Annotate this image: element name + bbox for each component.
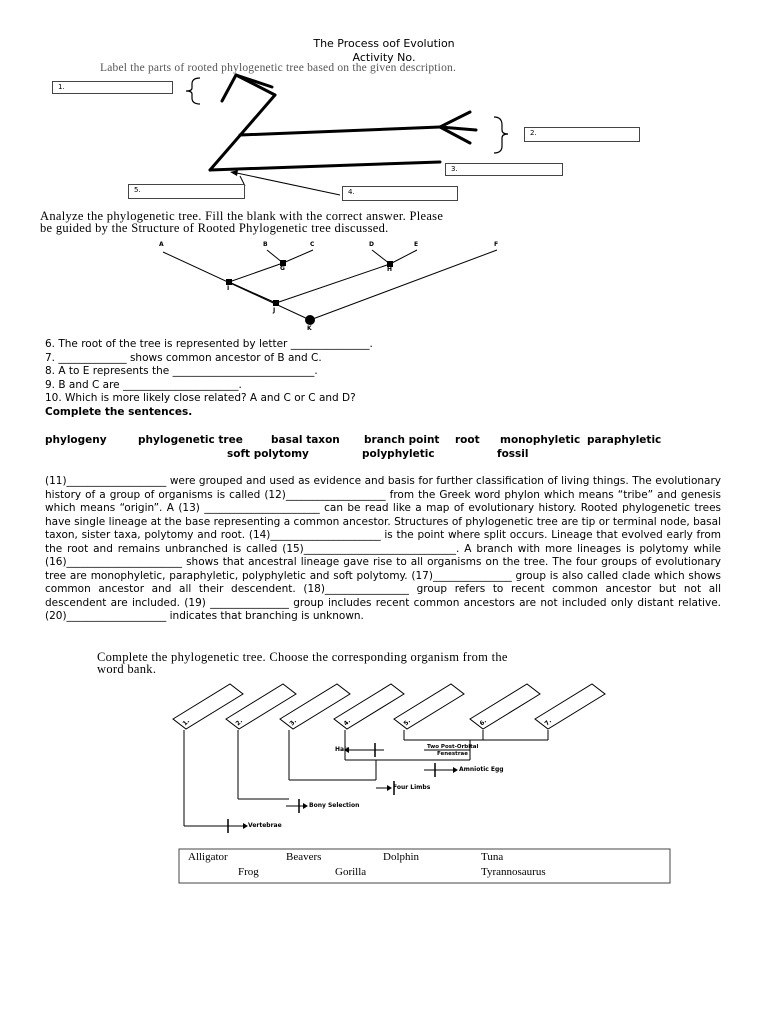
node-h: H bbox=[387, 266, 393, 273]
organism-dolphin: Dolphin bbox=[383, 851, 420, 863]
trait-hair: Hair bbox=[335, 746, 350, 753]
node-j: J bbox=[273, 307, 276, 314]
question-9: 9. B and C are ______________________. bbox=[45, 379, 242, 391]
label-box-3[interactable]: 3. bbox=[445, 163, 563, 176]
label-box-5[interactable]: 5. bbox=[128, 184, 245, 199]
slot-5-label: 5. bbox=[402, 717, 412, 728]
slot-1-label: 1. bbox=[181, 717, 191, 728]
slot-3-label: 3. bbox=[288, 717, 298, 728]
trait-four-limbs: Four Limbs bbox=[393, 784, 431, 791]
word-bank-fossil: fossil bbox=[497, 448, 529, 460]
trait-vertebrae: Vertebrae bbox=[248, 822, 282, 829]
node-i: I bbox=[227, 285, 230, 292]
part3-heading: Complete the sentences. bbox=[45, 406, 193, 418]
organism-frog: Frog bbox=[238, 866, 259, 878]
slot-7-label: 7. bbox=[543, 717, 553, 728]
word-bank-root: root bbox=[455, 434, 480, 446]
question-10: 10. Which is more likely close related? A and C or C and D? bbox=[45, 392, 356, 404]
node-g: G bbox=[280, 265, 285, 272]
node-k: K bbox=[307, 325, 312, 332]
slot-2-label: 2. bbox=[234, 717, 244, 728]
label-box-2[interactable]: 2. bbox=[524, 127, 640, 142]
slot-4-label: 4. bbox=[342, 717, 352, 728]
word-bank-paraphyletic: paraphyletic bbox=[587, 434, 662, 446]
part1-instruction: Label the parts of rooted phylogenetic tree based on the given description. bbox=[100, 62, 457, 74]
document-title: The Process oof Evolution bbox=[313, 37, 455, 50]
tip-a: A bbox=[159, 241, 164, 248]
word-bank-phylogeny: phylogeny bbox=[45, 434, 107, 446]
part2-instruction-line1: Analyze the phylogenetic tree. Fill the blank with the correct answer. Please bbox=[40, 209, 444, 223]
part4-instruction-line2: word bank. bbox=[97, 662, 157, 676]
word-bank-soft-polytomy: soft polytomy bbox=[227, 448, 309, 460]
organism-gorilla: Gorilla bbox=[335, 866, 367, 878]
tip-f: F bbox=[494, 241, 499, 248]
trait-bony-selection: Bony Selection bbox=[309, 802, 360, 809]
question-6: 6. The root of the tree is represented by letter _______________. bbox=[45, 338, 373, 350]
organism-beavers: Beavers bbox=[286, 851, 322, 863]
word-bank-monophyletic: monophyletic bbox=[500, 434, 581, 446]
trait-two-post-orbital: Two Post-Orbital bbox=[427, 744, 479, 750]
word-bank-phylogenetic-tree: phylogenetic tree bbox=[138, 434, 243, 446]
question-8: 8. A to E represents the ___________________________. bbox=[45, 365, 318, 377]
label-box-1[interactable]: 1. bbox=[52, 81, 173, 94]
tip-c: C bbox=[310, 241, 315, 248]
trait-amniotic-egg: Amniotic Egg bbox=[459, 766, 504, 773]
paragraph-text: (11)___________________ were grouped and used as evidence and basis for further classification of living things. The evolutionary history of a group of organisms is called (12)___________________ from the Greek word phylon which means “tribe” and genesis which means “origin”. A (13) ______________________ can be read like a map of evolutionary history. Rooted phylogenetic trees have single lineage at the base representing a common ancestor. Structures of phylogenetic tree are tip or terminal node, basal taxon, sister taxa, polytomy and root. (14)_____________________ is the point where split occurs. Lineage that evolved early from the root and remains unbranched is called (15)_____________________________. A branch with more lineages is polytomy while (16)______________________ shows that ancestral lineage gave rise to all organisms on the tree. The four groups of evolutionary tree are monophyletic, paraphyletic, polyphyletic and soft polytomy. (17)_______________ group is also called clade which shows common ancestor and all their descendent. (18)________________ group refers to recent common ancestor but not all descendent are included. (19) _______________ group includes recent common ancestors are not included only distant relative. (20)___________________ indicates that branching is unknown. bbox=[45, 475, 721, 622]
tip-b: B bbox=[263, 241, 268, 248]
organism-tyrannosaurus: Tyrannosaurus bbox=[481, 866, 546, 878]
tip-d: D bbox=[369, 241, 374, 248]
word-bank-basal-taxon: basal taxon bbox=[271, 434, 340, 446]
question-7: 7. _____________ shows common ancestor of B and C. bbox=[45, 352, 322, 364]
label-box-4[interactable]: 4. bbox=[342, 186, 458, 201]
word-bank-polyphyletic: polyphyletic bbox=[362, 448, 435, 460]
trait-fenestrae: Fenestrae bbox=[437, 751, 468, 757]
word-bank-branch-point: branch point bbox=[364, 434, 440, 446]
slot-6-label: 6. bbox=[478, 717, 488, 728]
part2-instruction-line2: be guided by the Structure of Rooted Phylogenetic tree discussed. bbox=[40, 221, 389, 235]
part4-instruction-line1: Complete the phylogenetic tree. Choose the corresponding organism from the bbox=[97, 650, 508, 664]
activity-number: Activity No. bbox=[352, 51, 416, 64]
organism-alligator: Alligator bbox=[188, 851, 228, 863]
organism-tuna: Tuna bbox=[481, 851, 504, 863]
tip-e: E bbox=[414, 241, 419, 248]
